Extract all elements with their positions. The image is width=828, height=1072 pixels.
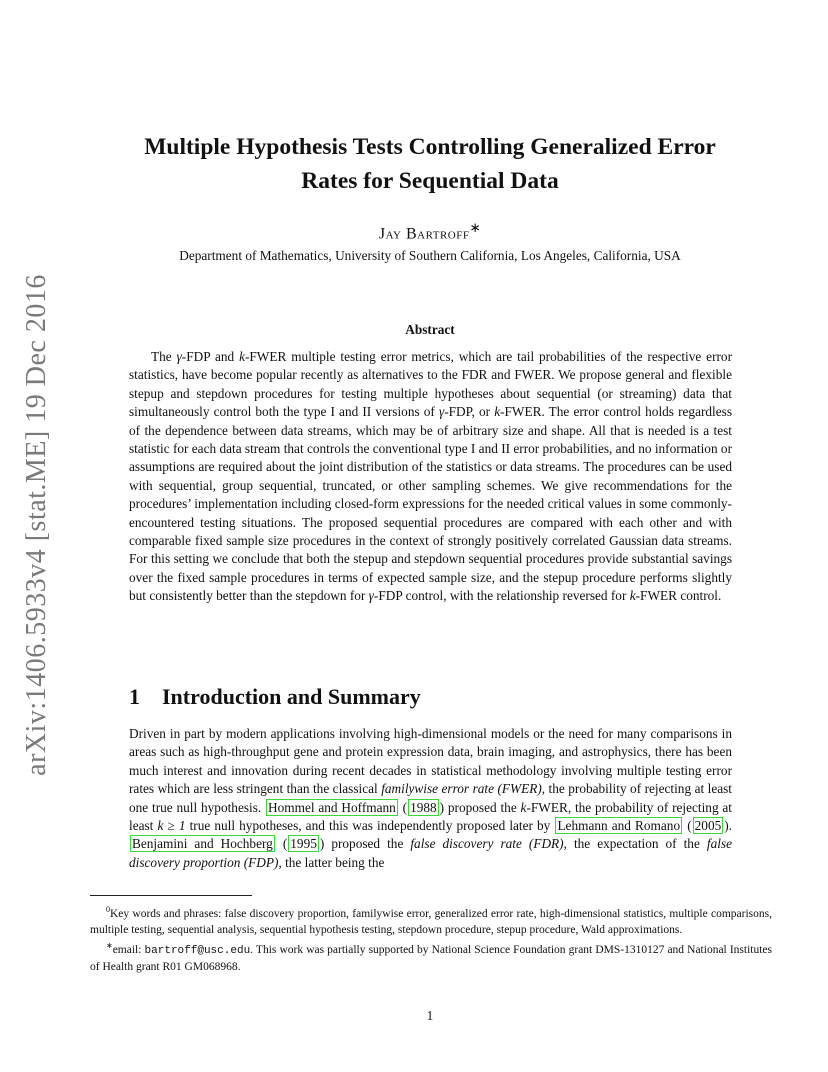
page-number: 1: [426, 1008, 434, 1023]
section-heading: [129, 684, 421, 710]
citation-link-lehmann[interactable]: Lehmann and Romano: [557, 818, 681, 834]
section-title: Introduction and Summary: [162, 684, 421, 709]
footnote-keywords: $^0$Key words and phrases: false discovery proportion, familywise error, generalized error rate, high-dimensional statistics, multiple comparisons, multiple testing, sequential analysis, sequential hypothesis testing, stepdown procedure, stepup procedure, Wald approximations.: [90, 905, 772, 936]
affiliation: Department of Mathematics, University of Southern California, Los Angeles, California, USA: [179, 248, 681, 263]
citation-year-link-lehmann[interactable]: 2005: [694, 818, 722, 834]
footnote-rule: [90, 895, 252, 896]
arxiv-id: arXiv:1406.5933v4 [stat.ME] 19 Dec 2016: [21, 274, 52, 776]
abstract-text: The γ-FDP and k-FWER multiple testing error metrics, which are tail probabilities of the respective error statistics, have become popular recently as alternatives to the FDR and FWER. We propose general and flexible stepup and stepdown procedures for testing multiple hypotheses about sequential (or streaming) data that simultaneously control both the type I and II versions of γ-FDP, or k-FWER. The error control holds regardless of the dependence between data streams, which may be of arbitrary size and shape. All that is needed is a test statistic for each data stream that controls the conventional type I and II error probabilities, and no information or assumptions are required about the joint distribution of the statistics or data streams. The procedures can be used with sequential, group sequential, truncated, or other sampling schemes. We give recommendations for the procedures’ implementation including closed-form expressions for the needed critical values in some commonly-encountered testing situations. The proposed sequential procedures are compared with each other and with comparable fixed sample size procedures in the context of strongly positively correlated Gaussian data streams. For this setting we conclude that both the stepup and stepdown sequential procedures provide substantial savings over the fixed sample procedures in terms of expected sample size, and the stepup procedure performs slightly but consistently better than the stepdown for γ-FDP control, with the relationship reversed for k-FWER control.: [129, 349, 733, 604]
intro-paragraph: Driven in part by modern applications involving high-dimensional models or the need for many comparisons in areas such as high-throughput gene and protein expression data, brain imaging, and astrophysics, there has been much interest and innovation during recent decades in statistical methodology involving multiple testing error rates which are less stringent than the classical familywise error rate (FWER), the probability of rejecting at least one true null hypothesis. Hommel and Hoffmann ( 1988 ) proposed the k-FWER, the probability of rejecting at least k ≥ 1 true null hypotheses, and this was independently proposed later by Lehmann and Romano ( 2005 ). Benjamini and Hochberg ( 1995 ) proposed the false discovery rate (FDR), the expectation of the false discovery proportion (FDP), the latter being the: [129, 726, 733, 870]
paper-title: [100, 130, 760, 198]
author: [100, 220, 760, 243]
author-name: Jay Bartroff: [378, 225, 470, 243]
citation-link-benjamini[interactable]: Benjamini and Hochberg: [132, 836, 273, 852]
citation-link-hommel[interactable]: Hommel and Hoffmann: [268, 799, 396, 815]
email-address: bartroff@usc.edu: [144, 944, 251, 957]
title-line-2: Rates for Sequential Data: [301, 168, 559, 194]
author-footnote-mark: ∗: [469, 220, 482, 235]
citation-year-link-hommel[interactable]: 1988: [410, 799, 437, 815]
citation-year-link-benjamini[interactable]: 1995: [290, 836, 317, 852]
footnote-email: ∗email: bartroff@usc.edu. This work was partially supported by National Science Foundation grant DMS-1310127 and National Institutes of Health grant R01 GM068968.: [90, 940, 772, 973]
title-line-1: Multiple Hypothesis Tests Controlling Generalized Error: [144, 134, 716, 160]
footnotes: [90, 902, 772, 975]
section-number: 1: [129, 684, 140, 709]
abstract-heading: Abstract: [405, 322, 455, 337]
